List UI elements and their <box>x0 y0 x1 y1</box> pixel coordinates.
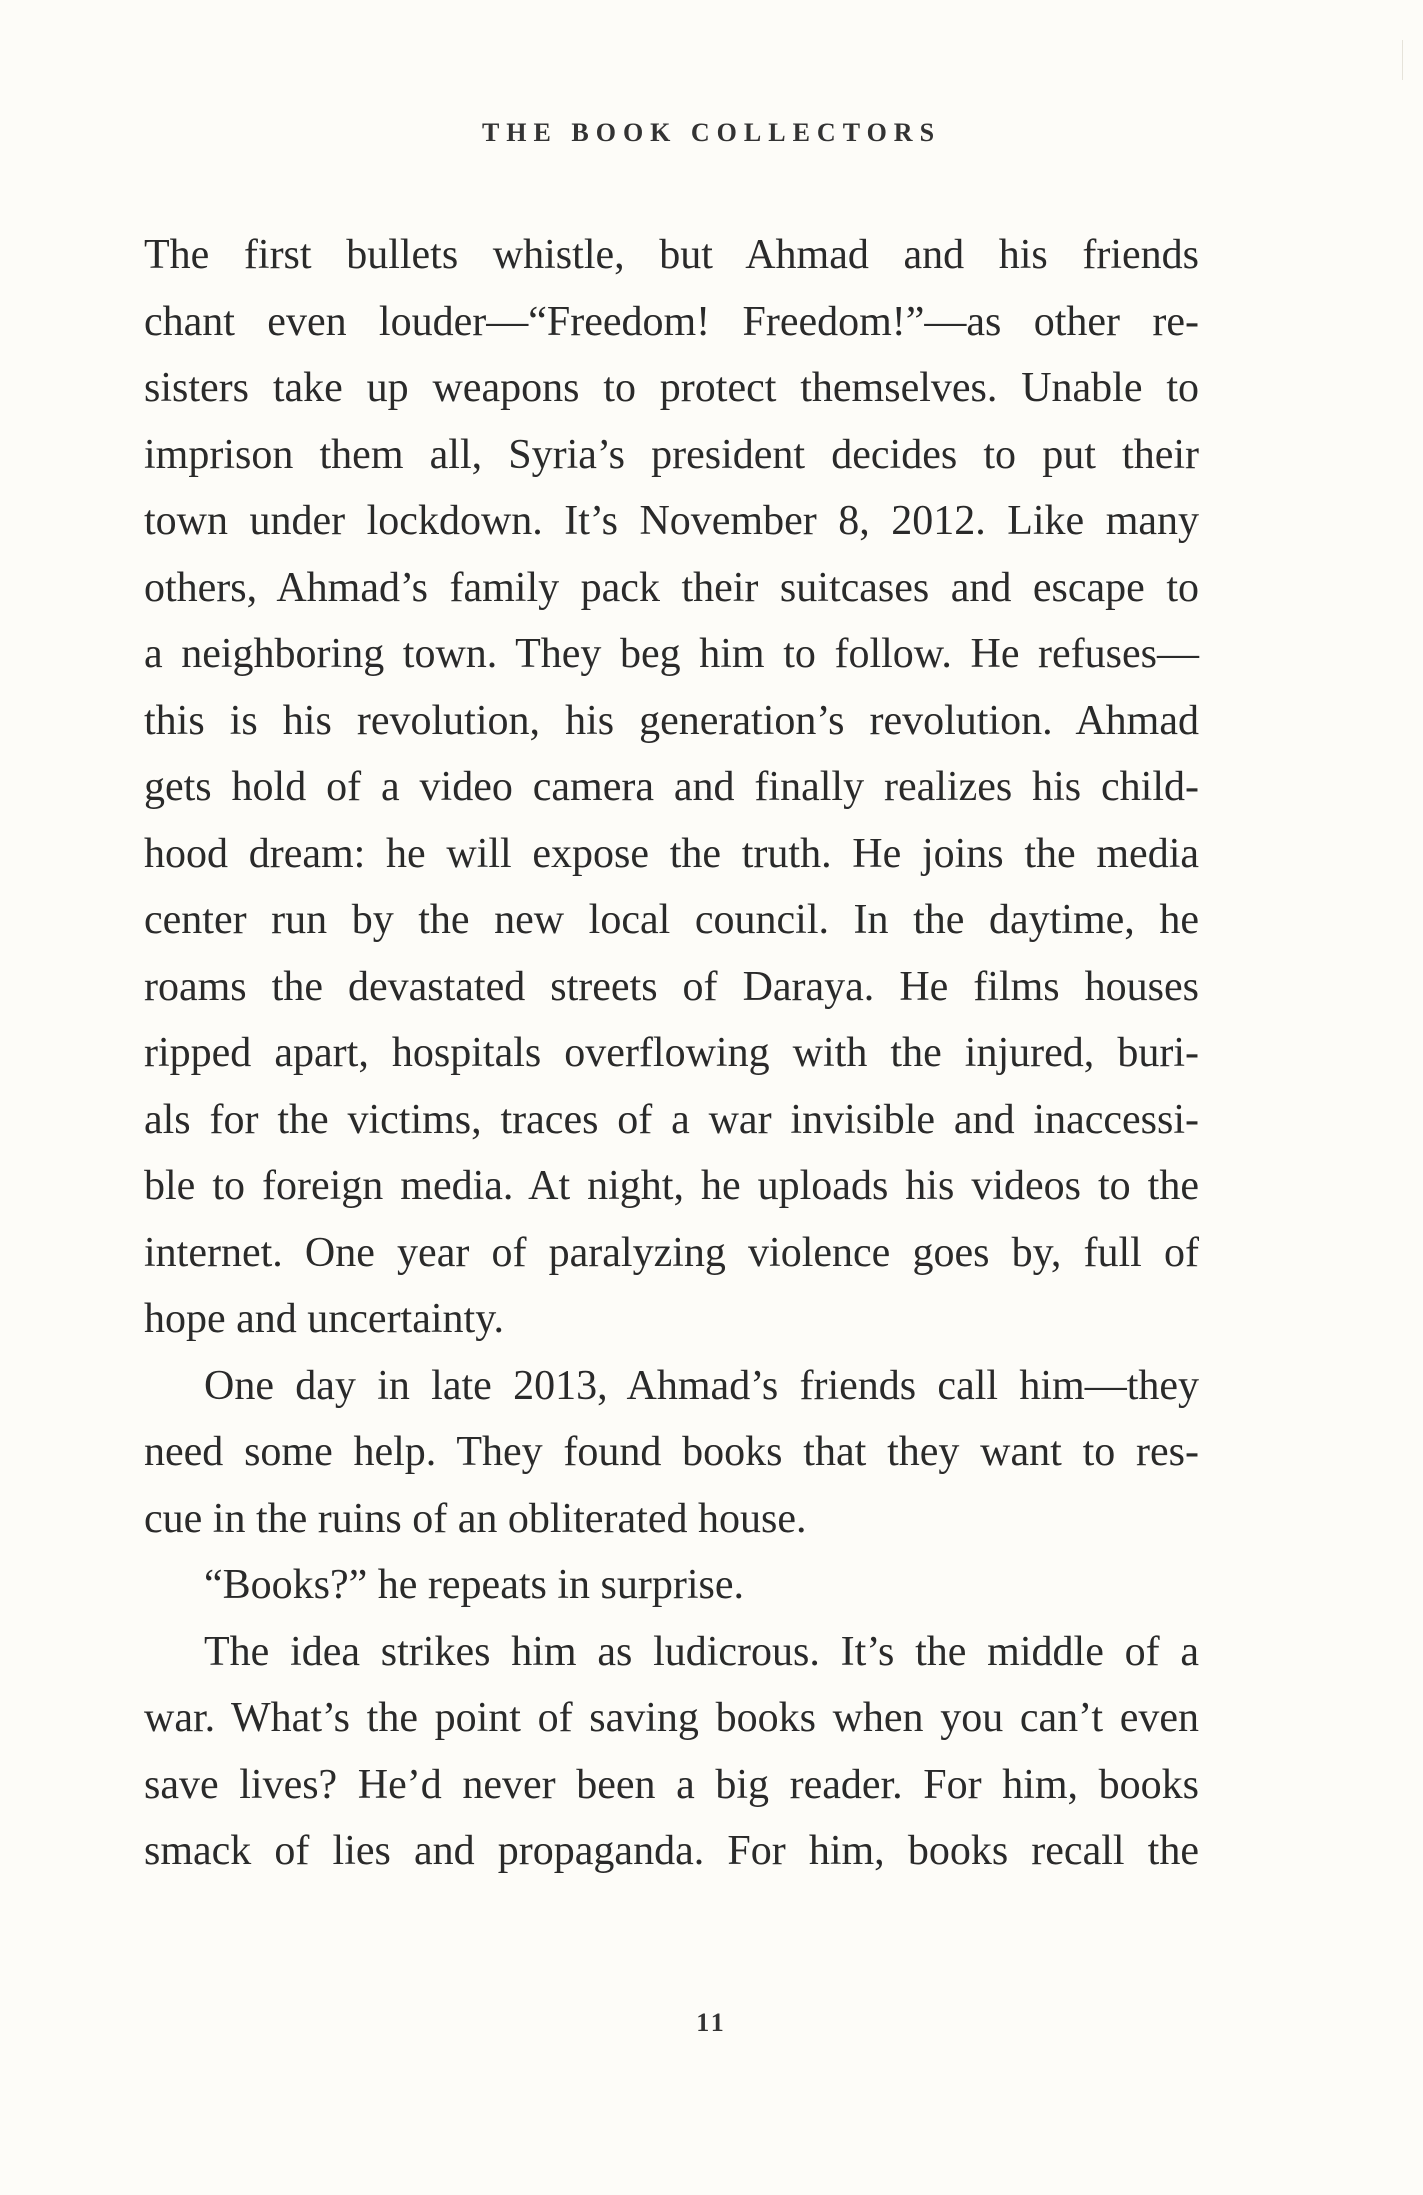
text-line: a neighboring town. They beg him to follow. He refuses— <box>144 631 1199 677</box>
running-head: THE BOOK COLLECTORS <box>481 118 942 147</box>
text-line: others, Ahmad’s family pack their suitcases and escape to <box>144 564 1199 611</box>
text-line: war. What’s the point of saving books when you can’t even <box>144 1695 1199 1741</box>
text-line: The idea strikes him as ludicrous. It’s the middle of a <box>204 1628 1199 1675</box>
text-line: One day in late 2013, Ahmad’s friends call him—they <box>204 1362 1199 1409</box>
text-line: chant even louder—“Freedom! Freedom!”—as other re- <box>144 298 1199 345</box>
text-line: ble to foreign media. At night, he uploads his videos to the <box>144 1163 1199 1209</box>
text-line: imprison them all, Syria’s president decides to put their <box>144 431 1199 478</box>
text-line: hood dream: he will expose the truth. He joins the media <box>144 830 1199 877</box>
text-line: The first bullets whistle, but Ahmad and his friends <box>144 232 1199 278</box>
text-line: “Books?” he repeats in surprise. <box>204 1562 744 1608</box>
text-line: this is his revolution, his generation’s revolution. Ahmad <box>144 697 1199 744</box>
page-edge-mark <box>1402 40 1403 80</box>
text-line: need some help. They found books that they want to res- <box>144 1429 1199 1475</box>
text-line: center run by the new local council. In the daytime, he <box>144 897 1199 943</box>
text-line: hope and uncertainty. <box>144 1296 504 1342</box>
text-line: smack of lies and propaganda. For him, books recall the <box>144 1828 1199 1874</box>
body-text <box>144 222 1199 1885</box>
text-line: roams the devastated streets of Daraya. He films houses <box>144 963 1199 1010</box>
paragraph-1 <box>144 222 1199 1353</box>
text-line: town under lockdown. It’s November 8, 2012. Like many <box>144 498 1199 544</box>
text-line: ripped apart, hospitals overflowing with the injured, buri- <box>144 1030 1199 1076</box>
text-line: gets hold of a video camera and finally realizes his child- <box>144 764 1199 810</box>
paragraph-3 <box>144 1552 1199 1619</box>
paragraph-2 <box>144 1353 1199 1553</box>
text-line: als for the victims, traces of a war invisible and inaccessi- <box>144 1096 1199 1143</box>
text-line: sisters take up weapons to protect themselves. Unable to <box>144 365 1199 411</box>
text-line: internet. One year of paralyzing violence goes by, full of <box>144 1229 1199 1276</box>
paragraph-4 <box>144 1619 1199 1885</box>
page-number: 11 <box>696 2008 727 2037</box>
text-line: save lives? He’d never been a big reader. For him, books <box>144 1761 1199 1808</box>
text-line: cue in the ruins of an obliterated house. <box>144 1495 807 1542</box>
